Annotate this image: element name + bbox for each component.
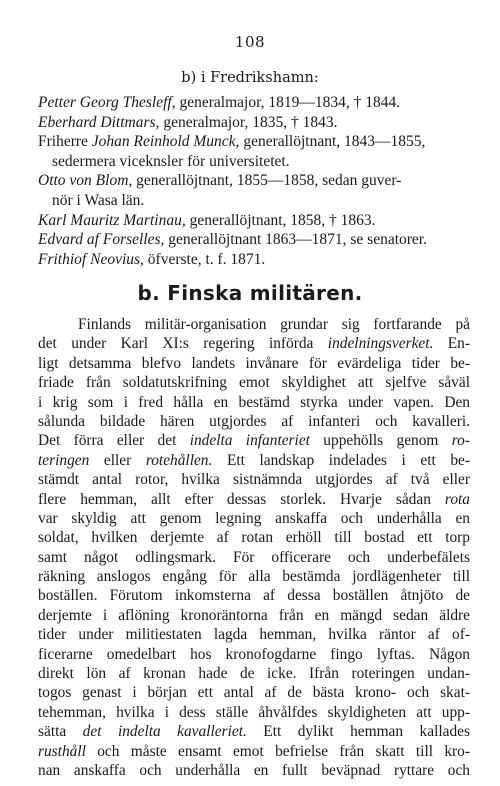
page-number: 108 (234, 33, 266, 51)
text-run: togos genast i början ett antal af de bästa krono- och skat- (38, 684, 470, 702)
text-run: uppehölls genom (309, 432, 452, 450)
text-line (38, 645, 470, 664)
text-line (38, 393, 470, 412)
subsection-heading: b) i Fredrikshamn: (181, 70, 319, 86)
governor-details-continuation: nör i Wasa län. (52, 191, 145, 209)
text-run: direkt lön af kronan hade de icke. Ifrån roteringen undan- (38, 665, 470, 683)
governor-name: Edvard af Forselles, (38, 231, 165, 249)
governor-name: Petter Georg Thesleff, (38, 94, 176, 111)
text-line (38, 761, 470, 780)
governor-name: Otto von Blom, (38, 172, 133, 190)
text-line (38, 470, 470, 489)
text-line (38, 625, 470, 644)
governor-entry (38, 230, 470, 250)
text-line (38, 567, 470, 586)
text-run: soldat, hvilken derjemte af rotan erhöll till bostad ett torp (38, 529, 470, 547)
italic-term: rusthåll (38, 742, 86, 760)
italic-term: rotehållen. (145, 451, 213, 469)
text-line (38, 722, 470, 741)
text-run: samt något odlingsmark. För officerare och underbefälets (38, 548, 470, 566)
text-run: räkning anslogos engång för alla bestämda jordlägenheter till (38, 568, 470, 586)
italic-term: indelta infanteriet (189, 432, 310, 450)
text-line (38, 412, 470, 431)
text-line (38, 334, 470, 353)
governor-entry (38, 250, 470, 270)
text-line (38, 548, 470, 567)
governor-details-continuation: sedermera viceknsler för universitetet. (52, 152, 290, 170)
text-line (38, 664, 470, 683)
text-line (38, 683, 470, 702)
text-line (38, 703, 470, 722)
governor-details: generallöjtnant, 1855—1858, sedan guver- (136, 172, 402, 190)
italic-term: indelningsverket. (327, 335, 434, 353)
body-paragraph (38, 315, 470, 780)
governor-entry (38, 113, 470, 133)
text-line (38, 354, 470, 373)
governor-name: Eberhard Dittmars, (38, 113, 160, 131)
governor-details: öfverste, t. f. 1871. (147, 250, 266, 268)
text-run: stämdt antal rotor, hvilka sistnämnda utgjordes af två eller (38, 471, 470, 489)
italic-term: ro- (451, 432, 471, 450)
text-run: sålunda bildade hären utgjordes af infanteri och kavalleri. (38, 412, 470, 430)
text-line (38, 451, 470, 470)
governor-name: Frithiof Neovius, (38, 250, 144, 268)
text-run: Ett landskap indelades i ett be- (212, 451, 470, 469)
governor-details: generallöjtnant, 1843—1855, (243, 133, 426, 151)
text-run: tider under militiestaten lagda hemman, hvilka räntor af of- (38, 626, 470, 644)
text-line (38, 431, 470, 450)
text-line (38, 509, 470, 528)
text-run: friade från soldatutskrifning emot skyldighet att sjelfve såväl (38, 374, 470, 392)
italic-term: det indelta kavalleriet. (82, 723, 247, 741)
text-run: flere hemman, allt efter dessas storlek. Hvarje sådan (38, 490, 445, 508)
text-run: En- (433, 335, 470, 353)
text-run: Ett dylikt hemman kallades (246, 723, 470, 741)
text-run: i krig som i fred hålla en bestämd styrka under vapen. Den (38, 393, 470, 411)
governor-entry (38, 211, 470, 231)
text-line (38, 315, 470, 334)
governor-entry (38, 132, 470, 171)
governor-details: generallöjtnant 1863—1871, se senatorer. (168, 231, 427, 249)
text-run: boställen. Förutom inkomsterna af dessa boställen åtnjöto de (38, 587, 470, 605)
text-run: det under Karl XI:s regering införda (38, 335, 328, 353)
text-line (38, 742, 470, 761)
text-line (38, 490, 470, 509)
text-run: ligt detsamma blefvo landets invånare för evärdeliga tider be- (38, 354, 470, 372)
text-run: tehemman, hvilka i dess ställe åhvålfdes skyldigheten att upp- (38, 703, 470, 721)
text-run: sätta (38, 723, 83, 741)
italic-term: rota (444, 490, 470, 508)
governor-title-prefix: Friherre (38, 133, 88, 151)
governor-name: Karl Mauritz Martinau, (38, 211, 186, 229)
governor-details: generallöjtnant, 1858, † 1863. (189, 211, 376, 229)
governor-entry (38, 93, 470, 113)
text-line (38, 528, 470, 547)
text-run: nan anskaffa och underhålla en fullt beväpnad ryttare och (38, 761, 470, 779)
text-line (38, 586, 470, 605)
text-run: ficerarne omedelbart hos kronofogdarne fingo lyftas. Någon (38, 645, 470, 663)
text-run: Finlands militär-organisation grundar sig fortfarande på (78, 316, 470, 333)
governor-details: generalmajor, 1835, † 1843. (163, 113, 338, 131)
text-run: eller (89, 451, 146, 469)
governor-name: Johan Reinhold Munck, (91, 133, 240, 151)
text-run: var skyldig att genom legning anskaffa och underhålla en (38, 509, 470, 527)
governor-list (38, 93, 470, 269)
section-title: b. Finska militären. (137, 281, 363, 305)
text-run: och måste ensamt emot befrielse från skatt till kro- (85, 742, 470, 760)
italic-term: teringen (38, 451, 90, 469)
text-line (38, 373, 470, 392)
governor-details: generalmajor, 1819—1834, † 1844. (179, 94, 401, 111)
text-run: Det förra eller det (38, 432, 190, 450)
text-run: derjemte i aflöning kronoräntorna från en mängd sedan äldre (38, 606, 470, 624)
text-line (38, 606, 470, 625)
governor-entry (38, 171, 470, 210)
